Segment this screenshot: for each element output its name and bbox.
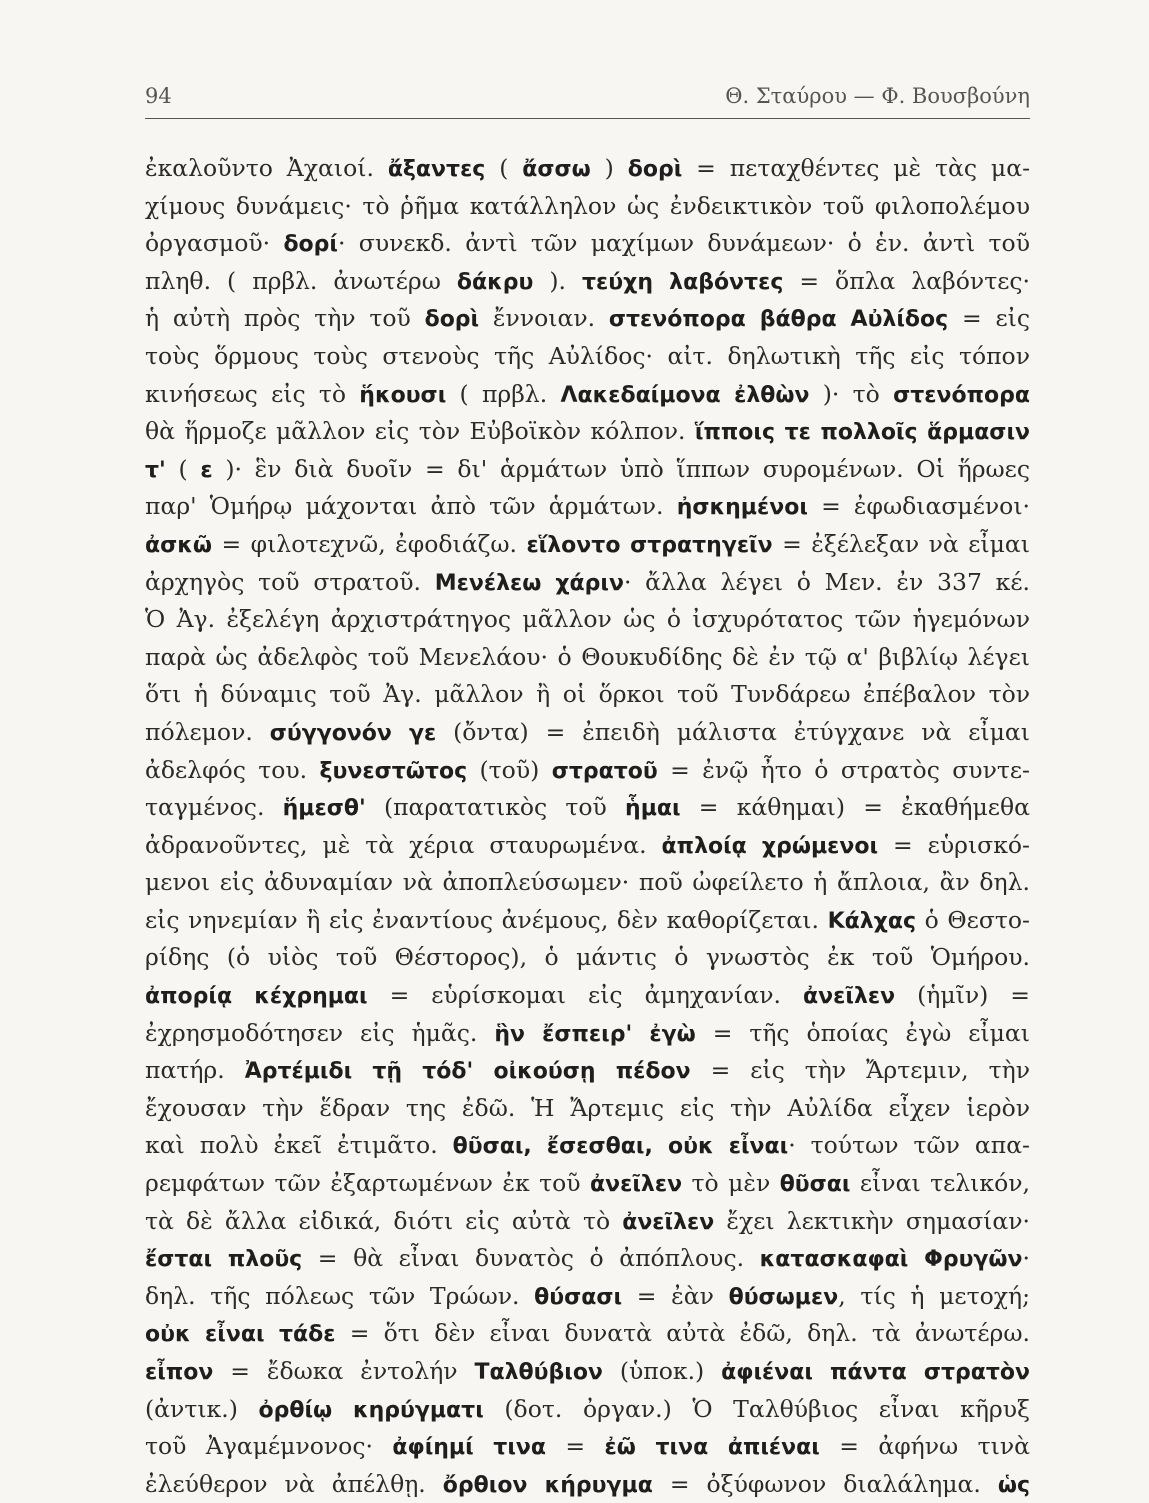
lemma-term: ἧμαι [625,796,681,822]
text-run: Ὁ Ἀγ. ἐξελέγη ἀρχιστράτηγος μᾶλλον ὡς ὁ ἰσχυρότατος τῶν ἡγεμόνων [145,605,1030,634]
text-run: = θὰ εἶναι δυνατὸς ὁ ἀπόπλους. [302,1244,760,1273]
lemma-term: Ταλθύβιον [474,1360,603,1385]
text-run: εἶναι τελικόν, [850,1169,1030,1198]
text-run: = [546,1432,605,1461]
text-line [145,1203,1030,1241]
text-run: πατήρ. [145,1056,245,1085]
lemma-term: στενόπορα [893,382,1030,408]
text-line [145,1353,1030,1391]
text-run: = εὑρίσκομαι εἰς ἀμηχανίαν. [367,981,804,1010]
text-line [145,188,1030,226]
text-line [145,639,1030,677]
text-run: · [1022,1244,1030,1273]
text-run: κινήσεως εἰς τὸ [145,379,360,408]
text-line [145,300,1030,338]
text-run: · ἄλλα λέγει ὁ Μεν. ἐν 337 κέ. [623,567,1030,596]
lemma-term: δορί [283,232,338,258]
text-run: = ἐνῷ ἦτο ὁ στρατὸς συντε- [657,755,1030,784]
text-run: )· ἓν διὰ δυοῖν = δι' ἁρμάτων ὑπὸ ἵππων συρομένων. Οἱ ἥρωες [212,454,1030,483]
lemma-term: θύσωμεν [728,1284,839,1310]
lemma-term: δορὶ [424,307,480,333]
text-line [145,564,1030,602]
lemma-term: τεύχη λαβόντες [581,269,784,295]
lemma-term: ξυνεστῶτος [319,758,468,784]
text-line [145,451,1030,489]
text-run: ρεμφάτων τῶν ἐξαρτωμένων ἐκ τοῦ [145,1169,590,1198]
text-run: ὀργασμοῦ· [145,229,284,258]
text-run: ( πρβλ. [446,379,561,408]
text-run: )· τὸ [809,379,894,408]
text-run: ἀρχηγὸς τοῦ στρατοῦ. [145,567,435,596]
page-header [145,78,1030,119]
text-run: = ἀφήνω τινὰ [819,1432,1030,1461]
text-line [145,676,1030,714]
text-run: ὁ Θεστο- [916,905,1030,934]
text-line [145,225,1030,263]
text-line [145,977,1030,1015]
lemma-term: δορὶ [627,157,683,182]
text-run: πληθ. ( πρβλ. ἀνωτέρω [145,266,457,295]
text-run: ταγμένος. [145,793,283,822]
text-run: = τῆς ὁποίας ἐγὼ εἶμαι [695,1018,1030,1047]
lemma-term: στρατοῦ [551,758,658,784]
text-run: (ὄντα) = ἐπειδὴ μάλιστα ἐτύγχανε νὰ εἶμαι [436,717,1030,746]
text-run: καὶ πολὺ ἐκεῖ ἐτιμᾶτο. [145,1131,453,1160]
text-line [145,1428,1030,1466]
lemma-term: δάκρυ [456,269,534,295]
text-run: μενοι εἰς ἀδυναμίαν νὰ ἀποπλεύσωμεν· ποῦ ὠφείλετο ἡ ἄπλοια, ἂν δηλ. [145,868,1030,897]
lemma-term: Λακεδαίμονα ἐλθὼν [560,382,810,408]
lemma-term: οὐκ εἶναι τάδε [145,1322,336,1348]
text-run: τὰ δὲ ἄλλα εἰδικά, διότι εἰς αὐτὰ τὸ [145,1206,623,1235]
text-run: ( [485,154,523,182]
text-line [145,714,1030,752]
text-line [145,413,1030,451]
lemma-term: ἀφίημί τινα [392,1435,547,1461]
text-run: = φιλοτεχνῶ, ἐφοδιάζω. [212,529,527,558]
lemma-term: ἐῶ τινα ἀπιέναι [604,1435,820,1461]
text-line [145,1240,1030,1278]
text-run: · τούτων τῶν απα- [788,1131,1030,1160]
text-line [145,1315,1030,1353]
text-run: παρὰ ὡς ἀδελφὸς τοῦ Μενελάου· ὁ Θουκυδίδης δὲ ἐν τῷ α' βιβλίῳ λέγει [145,642,1030,671]
lemma-term: τ' [145,457,166,483]
lemma-term: ἀνεῖλεν [622,1209,715,1235]
text-line [145,338,1030,376]
lemma-term: σύγγονόν γε [269,720,437,746]
text-run: = ἐφωδιασμένοι· [807,492,1030,521]
page-number: 94 [145,84,172,108]
running-head: Θ. Σταύρου — Φ. Βουσβούνη [725,84,1030,108]
lemma-term: θύσασι [534,1284,623,1310]
text-run: = ὅπλα λαβόντες· [783,266,1030,295]
lemma-term: ἣν ἔσπειρ' ἐγὼ [494,1021,696,1047]
text-run: (δοτ. ὀργαν.) Ὁ Ταλθύβιος εἶναι κῆρυξ [483,1394,1030,1423]
lemma-term: ἵπποις τε πολλοῖς ἅρμασιν [694,420,1030,446]
text-run: τὸ μὲν [682,1169,780,1198]
lemma-term: θῦσαι, ἔσεσθαι, οὐκ εἶναι [452,1134,789,1160]
text-line [145,1278,1030,1316]
text-run: (ὑποκ.) [602,1357,722,1385]
text-run: = ὅτι δὲν εἶναι δυνατὰ αὐτὰ ἐδῶ, δηλ. τὰ ἀνωτέρω. [335,1319,1030,1348]
lemma-term: Κάλχας [827,908,917,934]
lemma-term: θῦσαι [779,1172,851,1198]
text-run: = εἰς τὴν Ἄρτεμιν, τὴν [690,1056,1030,1085]
text-run: ἐκαλοῦντο Ἀχαιοί. [145,154,388,182]
text-run: ). [533,266,582,295]
text-run: τοῦ Ἀγαμέμνονος· [145,1432,393,1461]
text-line [145,864,1030,902]
lemma-term: κατασκαφαὶ Φρυγῶν [759,1247,1023,1273]
text-line [145,789,1030,827]
text-line [145,526,1030,564]
text-line [145,752,1030,790]
lemma-term: Ἀρτέμιδι τῇ τόδ' οἰκούσῃ πέδον [244,1059,691,1085]
text-run: χίμους δυνάμεις· τὸ ῥῆμα κατάλληλον ὡς ἐνδεικτικὸν τοῦ φιλοπολέμου [145,191,1030,220]
text-line [145,939,1030,977]
text-run: = ἐὰν [622,1281,729,1310]
lemma-term: στενόπορα βάθρα Αὐλίδος [608,307,949,333]
text-line [145,1052,1030,1090]
lemma-term: εἶπον [145,1360,214,1385]
text-run: εἰς νηνεμίαν ἢ εἰς ἐναντίους ἀνέμους, δὲν καθορίζεται. [145,905,828,934]
text-run: ἀδρανοῦντες, μὲ τὰ χέρια σταυρωμένα. [145,830,662,859]
text-run: ἡ αὐτὴ πρὸς τὴν τοῦ [145,304,425,333]
text-run: · συνεκδ. ἀντὶ τῶν μαχίμων δυνάμεων· ὁ ἑν. ἀντὶ τοῦ [338,229,1030,258]
text-run: ρίδης (ὁ υἱὸς τοῦ Θέστορος), ὁ μάντις ὁ γνωστὸς ἐκ τοῦ Ὁμήρου. [145,943,1030,972]
text-run: ἐλεύθερον νὰ ἀπέλθῃ. [145,1469,443,1498]
lemma-term: Μενέλεω χάριν [434,570,624,596]
text-line [145,150,1030,188]
text-run: παρ' Ὁμήρῳ μάχονται ἀπὸ τῶν ἁρμάτων. [145,492,677,521]
text-line [145,902,1030,940]
text-run: , τίς ἡ μετοχή; [838,1281,1030,1310]
lemma-term: ἀσκῶ [145,532,212,558]
text-line [145,1090,1030,1128]
text-run: πόλεμον. [145,717,270,746]
text-run: ἐχρησμοδότησεν εἰς ἡμᾶς. [145,1018,495,1047]
text-run: (τοῦ) [467,755,552,784]
text-line [145,1015,1030,1053]
lemma-term: ἄσσω [522,157,591,182]
text-line [145,1165,1030,1203]
text-line [145,488,1030,526]
text-line [145,1391,1030,1429]
text-line [145,827,1030,865]
lemma-term: ἥμεσθ' [282,796,366,822]
text-run: ἀδελφός του. [145,755,320,784]
text-line [145,263,1030,301]
lemma-term: ἄξαντες [387,157,486,182]
lemma-term: εἵλοντο στρατηγεῖν [526,532,773,558]
text-line [145,376,1030,414]
text-run: (ἀντικ.) [145,1394,259,1423]
lemma-term: ἔσται πλοῦς [145,1247,303,1273]
lemma-term: ὀρθίῳ κηρύγματι [258,1397,484,1423]
lemma-term: ἀπορίᾳ κέχρημαι [145,984,368,1010]
text-run: ὅτι ἡ δύναμις τοῦ Ἀγ. μᾶλλον ἢ οἱ ὅρκοι τοῦ Τυνδάρεω ἐπέβαλον τὸν [145,680,1030,709]
lemma-term: ἥκουσι [359,382,447,408]
text-run: (ἡμῖν) = [895,981,1030,1010]
lemma-term: ἀπλοίᾳ χρώμενοι [661,833,879,859]
lemma-term: ὡς [997,1472,1030,1498]
text-run: ( [165,454,201,483]
text-line [145,1466,1030,1503]
text-run: ἔχουσαν τὴν ἕδραν της ἐδῶ. Ἡ Ἄρτεμις εἰς τὴν Αὐλίδα εἶχεν ἱερὸν [145,1093,1030,1122]
text-run: (παρατατικὸς τοῦ [365,793,626,822]
text-run: ) [590,154,628,182]
text-run: = πεταχθέντες μὲ τὰς μα- [682,154,1030,182]
text-run: = εὑρισκό- [878,830,1030,859]
text-line [145,601,1030,639]
lemma-term: ε [200,457,213,483]
text-run: = ὀξύφωνον διαλάλημα. [652,1469,998,1498]
text-run: τοὺς ὅρμους τοὺς στενοὺς τῆς Αὐλίδος· αἰτ. δηλωτικὴ τῆς εἰς τόπον [145,341,1030,370]
text-run: = εἰς [948,304,1030,333]
text-run: = ἐξέλεξαν νὰ εἶμαι [772,529,1030,558]
text-run: δηλ. τῆς πόλεως τῶν Τρώων. [145,1281,535,1310]
text-run: ἔννοιαν. [479,304,609,333]
text-run: = κάθημαι) = ἐκαθήμεθα [680,793,1030,822]
lemma-term: ὄρθιον κήρυγμα [442,1472,653,1498]
lemma-term: ἠσκημένοι [676,495,808,521]
text-line [145,1127,1030,1165]
lemma-term: ἀνεῖλεν [803,984,896,1010]
text-run: = ἔδωκα ἐντολήν [213,1357,475,1385]
commentary-text [145,150,1030,1503]
text-run: θὰ ἥρμοζε μᾶλλον εἰς τὸν Εὐβοϊκὸν κόλπον. [145,417,695,446]
text-run: ἔχει λεκτικὴν σημασίαν· [714,1206,1030,1235]
lemma-term: ἀνεῖλεν [589,1172,683,1198]
lemma-term: ἀφιέναι πάντα στρατὸν [721,1360,1030,1385]
